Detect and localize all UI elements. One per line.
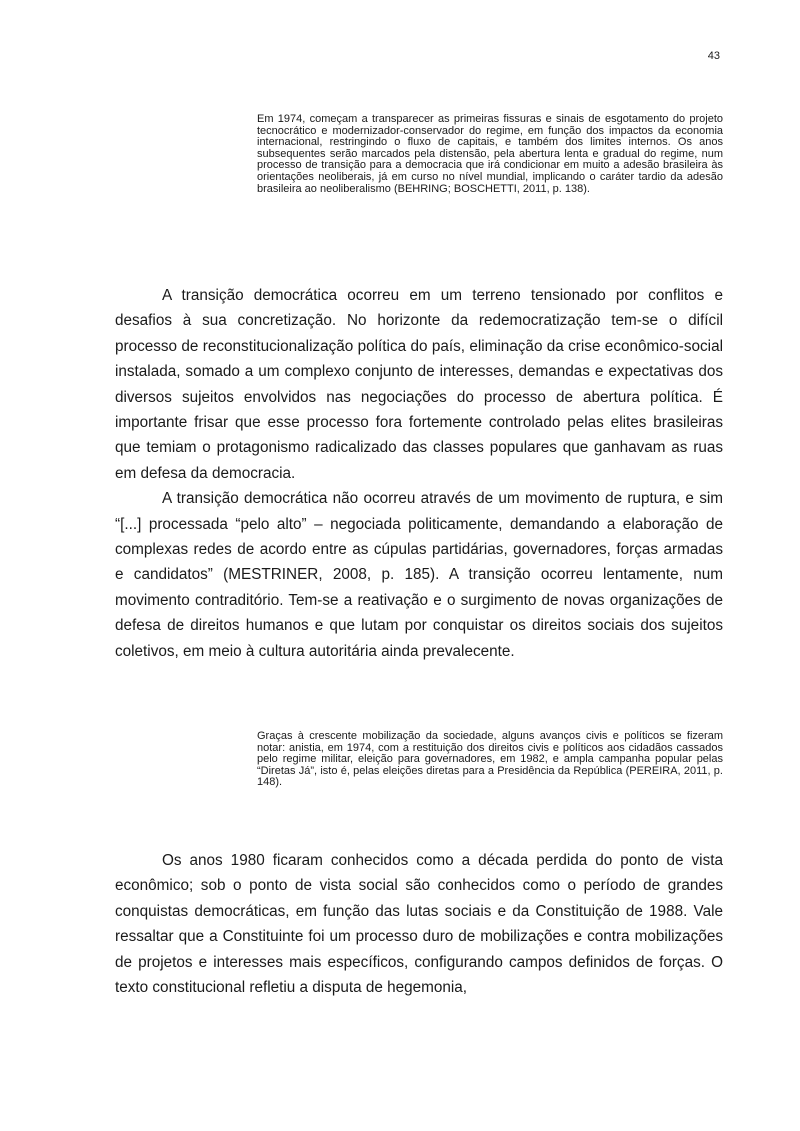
paragraph-transition-from-above: A transição democrática não ocorreu através de um movimento de ruptura, e sim “[...] processada “pelo alto” – negociada politicamente, demandando a elaboração de complexas redes de acordo entre as cúpulas partidárias, governadores, forças armadas e candidatos” (MESTRINER, 2008, p. 185). A transição ocorreu lentamente, num movimento contraditório. Tem-se a reativação e o surgimento de novas organizações de defesa de direitos humanos e que lutam por conquistar os direitos sociais dos sujeitos coletivos, em meio à cultura autoritária ainda prevalecente. bbox=[115, 490, 723, 660]
paragraph-lost-decade: Os anos 1980 ficaram conhecidos como a década perdida do ponto de vista econômico; sob o ponto de vista social são conhecidos como o período de grandes conquistas democráticas, em função das lutas sociais e da Constituição de 1988. Vale ressaltar que a Constituinte foi um processo duro de mobilizações e contra mobilizações de projetos e interesses mais específicos, configurando campos definidos de forças. O texto constitucional refletiu a disputa de hegemonia, bbox=[115, 852, 723, 997]
body-text-section-2 bbox=[115, 848, 723, 1000]
paragraph-democratic-transition: A transição democrática ocorreu em um terreno tensionado por conflitos e desafios à sua concretização. No horizonte da redemocratização tem-se o difícil processo de reconstitucionalização política do país, eliminação da crise econômico-social instalada, somado a um complexo conjunto de interesses, demandas e expectativas dos diversos sujeitos envolvidos nas negociações do processo de abertura política. É importante frisar que esse processo fora fortemente controlado pelas elites brasileiras que temiam o protagonismo radicalizado das classes populares que ganhavam as ruas em defesa da democracia. bbox=[115, 287, 723, 482]
block-quote-pereira: Graças à crescente mobilização da sociedade, alguns avanços civis e políticos se fizeram notar: anistia, em 1974, com a restituição dos direitos civis e políticos aos cidadãos cassados pelo regime militar, eleição para governadores, em 1982, e ampla campanha popular pelas “Diretas Já”, isto é, pelas eleições diretas para a Presidência da República (PEREIRA, 2011, p. 148). bbox=[257, 730, 723, 789]
block-quote-behring-boschetti: Em 1974, começam a transparecer as primeiras fissuras e sinais de esgotamento do projeto tecnocrático e modernizador-conservador do regime, em função dos impactos da economia internacional, restringindo o fluxo de capitais, e também dos limites internos. Os anos subsequentes serão marcados pela distensão, pela abertura lenta e gradual do regime, num processo de transição para a democracia que irá condicionar em muito a adesão brasileira às orientações neoliberais, já em curso no nível mundial, implicando o caráter tardio da adesão brasileira ao neoliberalismo (BEHRING; BOSCHETTI, 2011, p. 138). bbox=[257, 113, 723, 195]
body-text-section-1 bbox=[115, 283, 723, 664]
page-number: 43 bbox=[707, 50, 720, 62]
